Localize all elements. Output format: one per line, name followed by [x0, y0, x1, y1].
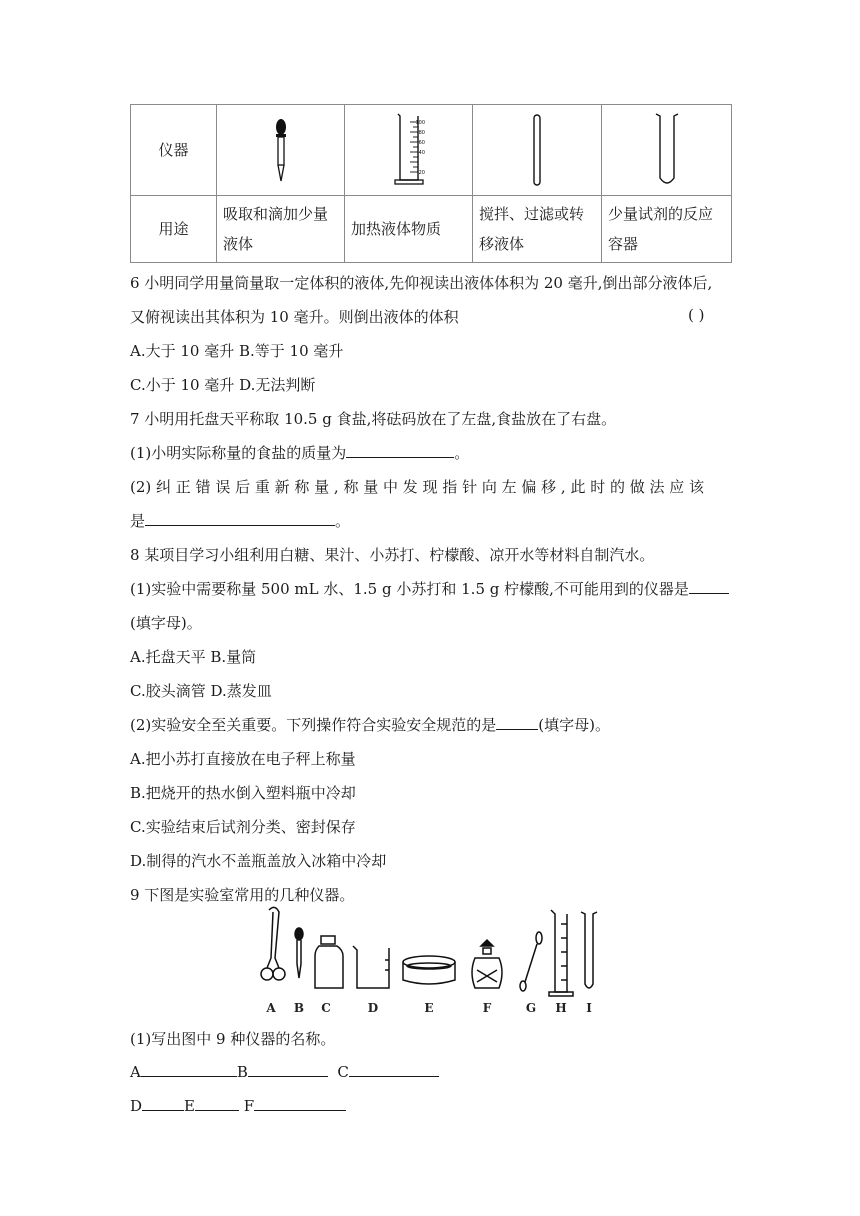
test-tube-icon [652, 110, 682, 190]
q8-part2 [130, 714, 610, 735]
q9-blank-b[interactable] [248, 1062, 328, 1077]
use-dropper: 吸取和滴加少量液体 [217, 196, 345, 263]
q9-label-c: C [337, 1063, 349, 1081]
q8-part2-end: (填字母)。 [538, 716, 610, 734]
test-tube-icon [581, 912, 597, 988]
q6-options-row1: A.大于 10 毫升 B.等于 10 毫升 [130, 342, 344, 360]
instruments-drawing [255, 900, 615, 1018]
q7-part2-line1: (2) 纠 正 错 误 后 重 新 称 量 , 称 量 中 发 现 指 针 向 左 偏 移 , 此 时 的 做 法 应 该 [130, 478, 705, 496]
beaker-icon [353, 946, 389, 988]
scale-20: 20 [418, 170, 425, 176]
q6-line1: 6 小明同学用量筒量取一定体积的液体,先仰视读出液体体积为 20 毫升,倒出部分液体后, [130, 274, 713, 292]
figure-label-e: E [424, 1001, 434, 1015]
cell-test-tube [602, 105, 732, 196]
q7-part2-blank[interactable] [145, 511, 335, 526]
use-row [131, 196, 732, 263]
q8-part1-options-row2: C.胶头滴管 D.蒸发皿 [130, 682, 272, 700]
graduated-cylinder-icon [549, 910, 573, 996]
q8-stem: 8 某项目学习小组利用白糖、果汁、小苏打、柠檬酸、凉开水等材料自制汽水。 [130, 546, 655, 564]
q7-part2-line2 [130, 510, 350, 531]
q9-label-b: B [236, 1063, 248, 1081]
q7-part1-blank[interactable] [346, 443, 454, 458]
q7-part1-text: (1)小明实际称量的食盐的质量为 [130, 444, 347, 462]
spatula-icon [520, 932, 542, 991]
instrument-table [130, 104, 732, 263]
q8-part1-blank[interactable] [689, 579, 729, 594]
q9-part1: (1)写出图中 9 种仪器的名称。 [130, 1030, 336, 1048]
q9-stem: 9 下图是实验室常用的几种仪器。 [130, 886, 355, 904]
cell-graduated-cylinder [345, 105, 473, 196]
figure-label-b: B [293, 1001, 305, 1015]
q7-part1 [130, 442, 469, 463]
q9-blank-f[interactable] [254, 1096, 346, 1111]
q9-blank-c[interactable] [349, 1062, 439, 1077]
q7-part1-end: 。 [454, 444, 470, 462]
use-cylinder: 加热液体物质 [345, 196, 473, 263]
figure-label-h: H [555, 1001, 567, 1015]
graduated-cylinder-icon [389, 110, 429, 190]
q8-part2-text: (2)实验安全至关重要。下列操作符合实验安全规范的是 [130, 716, 497, 734]
q9-blanks-row2 [130, 1096, 346, 1115]
dropper-icon [271, 115, 291, 185]
q9-blank-d[interactable] [142, 1096, 184, 1111]
alcohol-lamp-icon [472, 940, 502, 988]
q8-part2-option-a: A.把小苏打直接放在电子秤上称量 [130, 750, 356, 768]
figure-label-a: A [266, 1001, 276, 1015]
q9-label-a: A [130, 1063, 141, 1081]
row-header-use: 用途 [131, 196, 217, 263]
q8-part2-option-b: B.把烧开的热水倒入塑料瓶中冷却 [130, 784, 356, 802]
use-test-tube: 少量试剂的反应容器 [602, 196, 732, 263]
q7-stem: 7 小明用托盘天平称取 10.5 g 食盐,将砝码放在了左盘,食盐放在了右盘。 [130, 410, 617, 428]
q6-line2: 又俯视读出其体积为 10 毫升。则倒出液体的体积 [130, 308, 459, 326]
q9-label-d: D [130, 1097, 143, 1115]
cell-dropper [217, 105, 345, 196]
q6-answer-paren[interactable]: ( ) [688, 306, 705, 324]
q8-part1-text: (1)实验中需要称量 500 mL 水、1.5 g 小苏打和 1.5 g 柠檬酸,不可能用到的仪器是 [130, 580, 689, 598]
q6-options-row2: C.小于 10 毫升 D.无法判断 [130, 376, 316, 394]
q9-blank-e[interactable] [195, 1096, 239, 1111]
q9-label-f: F [243, 1097, 255, 1115]
scale-80: 80 [418, 130, 425, 136]
crucible-tongs-icon [261, 907, 285, 980]
q8-part1-line2: (填字母)。 [130, 614, 202, 632]
figure-label-f: F [482, 1001, 492, 1015]
scale-100: 100 [414, 120, 425, 126]
instrument-row [131, 105, 732, 196]
q8-part2-blank[interactable] [496, 715, 538, 730]
figure-label-c: C [321, 1001, 331, 1015]
q8-part1-options-row1: A.托盘天平 B.量筒 [130, 648, 257, 666]
q8-part2-option-c: C.实验结束后试剂分类、密封保存 [130, 818, 356, 836]
wide-mouth-bottle-icon [315, 936, 343, 988]
q8-part1-line1 [130, 578, 729, 599]
q7-part2-end: 。 [335, 512, 351, 530]
figure-label-d: D [367, 1001, 379, 1015]
figure-label-i: I [586, 1001, 592, 1015]
q9-label-e: E [184, 1097, 195, 1115]
q7-part2-text: 是 [130, 512, 146, 530]
lab-instruments-figure [255, 900, 615, 1018]
scale-40: 40 [418, 150, 425, 156]
q9-blank-a[interactable] [141, 1062, 237, 1077]
scale-60: 60 [418, 140, 425, 146]
glass-rod-icon [530, 112, 544, 188]
row-header-instrument: 仪器 [131, 105, 217, 196]
q9-blanks-row1 [130, 1062, 439, 1081]
evaporating-dish-icon [403, 956, 455, 984]
figure-label-g: G [525, 1001, 537, 1015]
dropper-icon [295, 928, 303, 978]
q8-part2-option-d: D.制得的汽水不盖瓶盖放入冰箱中冷却 [130, 852, 387, 870]
use-glass-rod: 搅拌、过滤或转移液体 [473, 196, 602, 263]
cell-glass-rod [473, 105, 602, 196]
